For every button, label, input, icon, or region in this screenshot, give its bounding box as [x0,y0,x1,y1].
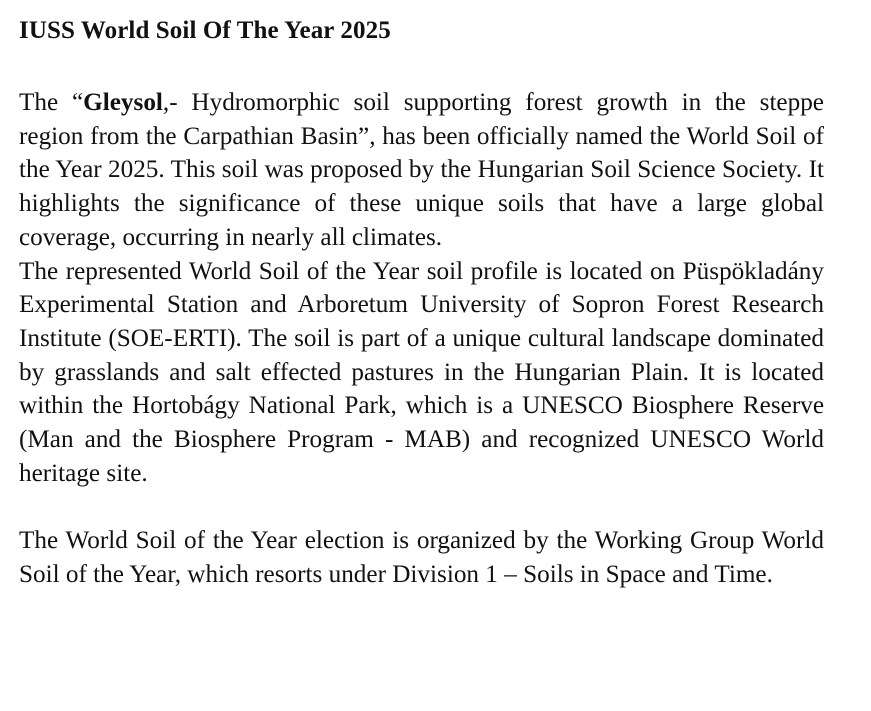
document [19,14,824,592]
soil-name-bold: Gleysol [83,89,163,116]
paragraph-election-organization: The World Soil of the Year election is organized by the Working Group World Soil of the Year, which resorts under Division 1 – Soils in Space and Time. [19,527,824,589]
paragraph-soil-profile-location: The represented World Soil of the Year soil profile is located on Püspökladány Experimental Station and Arboretum University of Sopron Forest Research Institute (SOE-ERTI). The soil is part of a unique cultural landscape dominated by grasslands and salt effected pastures in the Hungarian Plain. It is located within the Hortobágy National Park, which is a UNESCO Biosphere Reserve (Man and the Biosphere Program - MAB) and recognized UNESCO World heritage site. [19,257,824,487]
paragraph-gleysol-announcement [19,86,824,255]
document-title: IUSS World Soil Of The Year 2025 [19,17,391,44]
paragraph-prefix: The “ [19,89,84,116]
paragraph-body: ,- Hydromorphic soil supporting forest growth in the steppe region from the Carpathian Basin”, has been officially named the World Soil of the Year 2025. This soil was proposed by the Hungarian Soil Science Society. It highlights the significance of these unique soils that have a large global coverage, occurring in nearly all climates. [19,89,824,251]
